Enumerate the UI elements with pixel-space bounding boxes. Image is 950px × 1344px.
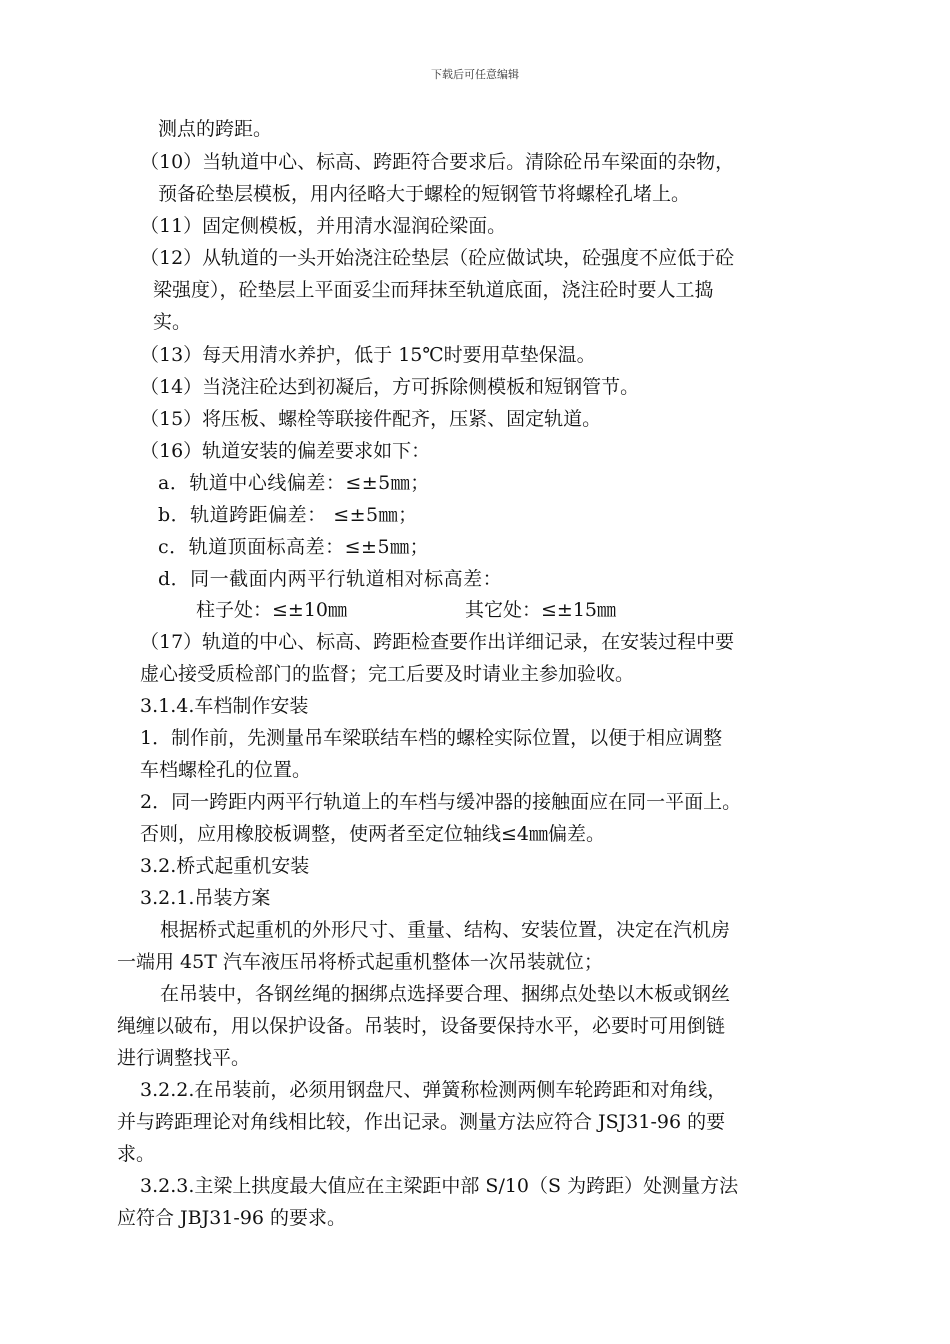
section-3-2-3-line-1: 3.2.3.主梁上拱度最大值应在主梁距中部 S/10（S 为跨距）处测量方法 <box>140 1175 739 1197</box>
item-12-line-2: 梁强度），砼垫层上平面妥尘而拜抹至轨道底面，浇注砼时要人工捣 <box>153 279 714 301</box>
item-16: （16）轨道安装的偏差要求如下： <box>140 440 431 462</box>
deviation-b: b．轨道跨距偏差： ≤±5㎜； <box>158 504 418 526</box>
step-1-line-2: 车档螺栓孔的位置。 <box>140 759 312 781</box>
item-17-line-1: （17）轨道的中心、标高、跨距检查要作出详细记录，在安装过程中要 <box>140 631 735 653</box>
item-13: （13）每天用清水养护，低于 15℃时要用草垫保温。 <box>140 344 596 366</box>
page-header: 下载后可任意编辑 <box>431 68 519 81</box>
item-10-line-2: 预备砼垫层模板，用内径略大于螺栓的短钢管节将螺栓孔堵上。 <box>158 183 691 205</box>
item-17-line-2: 虚心接受质检部门的监督；完工后要及时请业主参加验收。 <box>140 663 635 685</box>
step-1-line-1: 1．制作前，先测量吊车梁联结车档的螺栓实际位置，以便于相应调整 <box>140 727 723 749</box>
paragraph-1-line-1: 根据桥式起重机的外形尺寸、重量、结构、安装位置，决定在汽机房 <box>160 919 731 941</box>
section-3-2-2-line-3: 求。 <box>117 1143 156 1165</box>
section-heading-3-2-1: 3.2.1.吊装方案 <box>140 887 271 909</box>
column-deviation: 柱子处：≤±10㎜ <box>196 599 348 621</box>
item-14: （14）当浇注砼达到初凝后，方可拆除侧模板和短钢管节。 <box>140 376 640 398</box>
paragraph-2-line-3: 进行调整找平。 <box>117 1047 251 1069</box>
item-11: （11）固定侧模板，并用清水湿润砼梁面。 <box>140 215 507 237</box>
step-2-line-1: 2．同一跨距内两平行轨道上的车档与缓冲器的接触面应在同一平面上。 <box>140 791 742 813</box>
other-deviation: 其它处：≤±15㎜ <box>465 599 617 621</box>
item-15: （15）将压板、螺栓等联接件配齐，压紧、固定轨道。 <box>140 408 602 430</box>
deviation-c: c．轨道顶面标高差：≤±5㎜； <box>158 536 430 558</box>
text-line: 测点的跨距。 <box>158 118 273 140</box>
section-3-2-2-line-1: 3.2.2.在吊装前，必须用钢盘尺、弹簧称检测两侧车轮跨距和对角线， <box>140 1079 727 1101</box>
item-12-line-3: 实。 <box>153 311 192 333</box>
deviation-a: a．轨道中心线偏差：≤±5㎜； <box>158 472 430 494</box>
section-3-2-3-line-2: 应符合 JBJ31-96 的要求。 <box>117 1207 347 1229</box>
item-12-line-1: （12）从轨道的一头开始浇注砼垫层（砼应做试块，砼强度不应低于砼 <box>140 247 735 269</box>
section-heading-3-2: 3.2.桥式起重机安装 <box>140 855 310 877</box>
item-10-line-1: （10）当轨道中心、标高、跨距符合要求后。清除砼吊车梁面的杂物， <box>140 151 735 173</box>
section-heading-3-1-4: 3.1.4.车档制作安装 <box>140 695 309 717</box>
section-3-2-2-line-2: 并与跨距理论对角线相比较，作出记录。测量方法应符合 JSJ31-96 的要 <box>117 1111 726 1133</box>
paragraph-1-line-2: 一端用 45T 汽车液压吊将桥式起重机整体一次吊装就位； <box>117 951 603 973</box>
step-2-line-2: 否则，应用橡胶板调整，使两者至定位轴线≤4㎜偏差。 <box>140 823 606 845</box>
paragraph-2-line-2: 绳缠以破布，用以保护设备。吊装时，设备要保持水平，必要时可用倒链 <box>117 1015 726 1037</box>
deviation-d: d．同一截面内两平行轨道相对标高差： <box>158 568 503 590</box>
paragraph-2-line-1: 在吊装中，各钢丝绳的捆绑点选择要合理、捆绑点处垫以木板或钢丝 <box>160 983 731 1005</box>
